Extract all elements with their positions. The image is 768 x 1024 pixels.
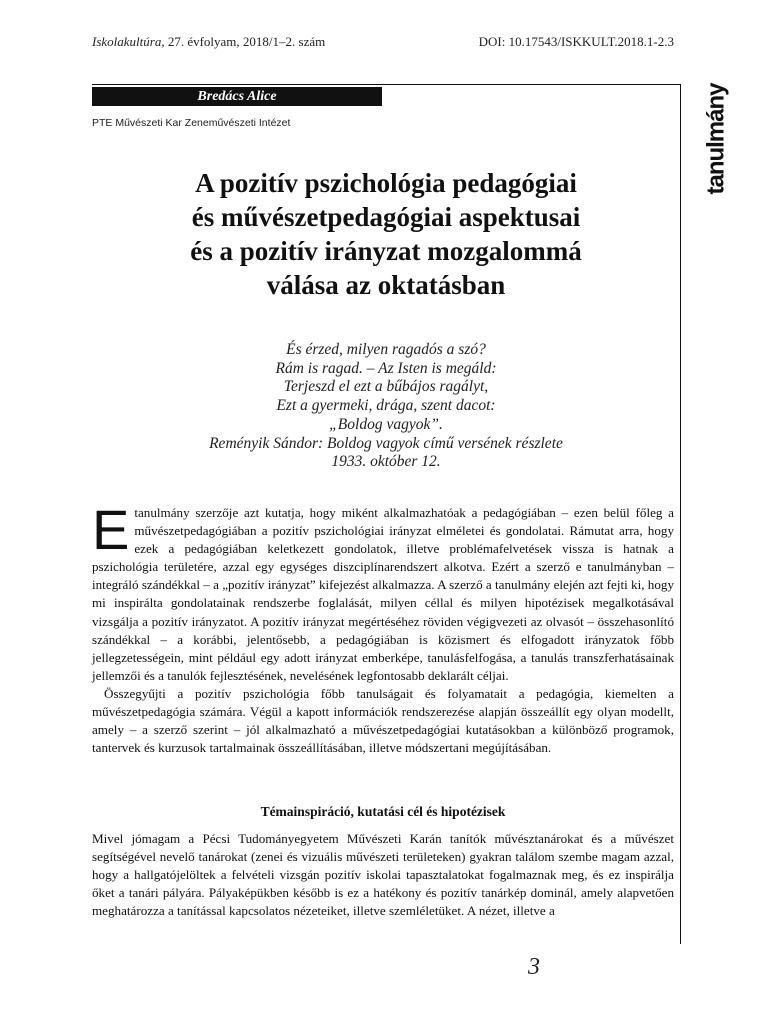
epigraph-line: Terjeszd el ezt a bűbájos ragályt, (283, 378, 489, 396)
author-name: Bredács Alice (92, 87, 382, 106)
epigraph (92, 341, 680, 472)
body-text (92, 830, 674, 942)
epigraph-attribution: Reményik Sándor: Boldog vagyok című versének részlete (209, 434, 563, 452)
abstract-paragraph: Összegyűjti a pozitív pszichológia főbb tanulságait és folyamatait a pedagógia, kiemelten a művészetpedagógia számára. Végül a kapott információk rendszerezése alapján összeállít egy olyan modellt, amely – a szerző szerint – jól alkalmazható a művészetpedagógiai kutatásokban a különböző programok, tantervek és kurzusok tartalmainak összeállításában, illetve módszertani megújításában. (92, 685, 674, 756)
drop-cap: E (92, 498, 130, 561)
title-line: és a pozitív irányzat mozgalommá (190, 236, 582, 266)
section-heading: Témainspiráció, kutatási cél és hipotézisek (260, 804, 506, 819)
article-title (92, 166, 680, 302)
title-line: és művészetpedagógiai aspektusai (191, 202, 581, 232)
doi-header: DOI: 10.17543/ISKKULT.2018.1-2.3 (478, 34, 674, 49)
article-type-label (700, 83, 734, 195)
article-type-text: tanulmány (703, 83, 730, 195)
journal-name: Iskolakultúra (92, 34, 162, 49)
title-line: A pozitív pszichológia pedagógiai (195, 168, 577, 198)
journal-header (92, 34, 325, 50)
epigraph-line: És érzed, milyen ragadós a szó? (286, 341, 486, 358)
top-rule (92, 84, 680, 85)
journal-issue: , 27. évfolyam, 2018/1–2. szám (161, 34, 326, 49)
author-affiliation: PTE Művészeti Kar Zeneművészeti Intézet (92, 117, 291, 129)
abstract (92, 498, 674, 757)
epigraph-line: Rám is ragad. – Az Isten is megáld: (275, 359, 497, 377)
page-number: 3 (528, 954, 540, 980)
epigraph-line: „Boldog vagyok”. (329, 415, 443, 433)
abstract-paragraph (92, 498, 674, 685)
title-line: válása az oktatásban (266, 270, 506, 300)
right-rule (680, 84, 681, 944)
abstract-text: tanulmány szerzője azt kutatja, hogy miként alkalmazhatóak a pedagógiában – ezen belül főleg a művészetpedagógiában a pozitív pszichológiai irányzat elméletei és gondolatai. Rámutat arra, hogy ezek a pedagógiában keletkezett gondolatok, illetve problémafelvetések vissza is hatnak a pszichológia területére, azzal egy egységes diszciplínarendszert alkotva. Ezért a szerző e tanulmányban – integráló szándékkal – a „pozitív irányzat” kifejezést alkalmazza. A szerző a tanulmány elején azt fejti ki, hogy mi inspirálta gondolatainak rendszerbe foglalását, milyen céllal és milyen hipotézisek megalkotásával vizsgálja a pozitív irányzatot. A pozitív irányzat megértéséhez röviden végigvezeti az olvasót – összehasonlító szándékkal – a korábbi, jelentősebb, a pedagógiában is közismert és elfogadott irányzatok főbb jellegzetességein, mint például egy adott irányzat emberképe, tanulásfelfogása, a tanulás transzferhatásainak jellemzői és a tanulók fejlesztésének, nevelésének legfontosabb deklarált céljai. (92, 505, 674, 683)
epigraph-date: 1933. október 12. (331, 453, 441, 471)
body-paragraph: Mivel jómagam a Pécsi Tudományegyetem Művészeti Karán tanítók művésztanárokat és a művészet segítségével nevelő tanárokat (zenei és vizuális művészeti területeken) gyakran találom szembe magam azzal, hogy a hallgatójelöltek a felvételi vizsgán pozitív iskolai tapasztalatokat fogalmaznak meg, és ez inspirálja őket a tanári pályára. Pályaképükben később is ez a hatékony és pozitív tanárkép dominál, amely alapvetően meghatározza a tanítással kapcsolatos nézeteiket, illetve szemléletüket. A nézet, illetve a (92, 831, 674, 919)
epigraph-line: Ezt a gyermeki, drága, szent dacot: (276, 397, 496, 415)
